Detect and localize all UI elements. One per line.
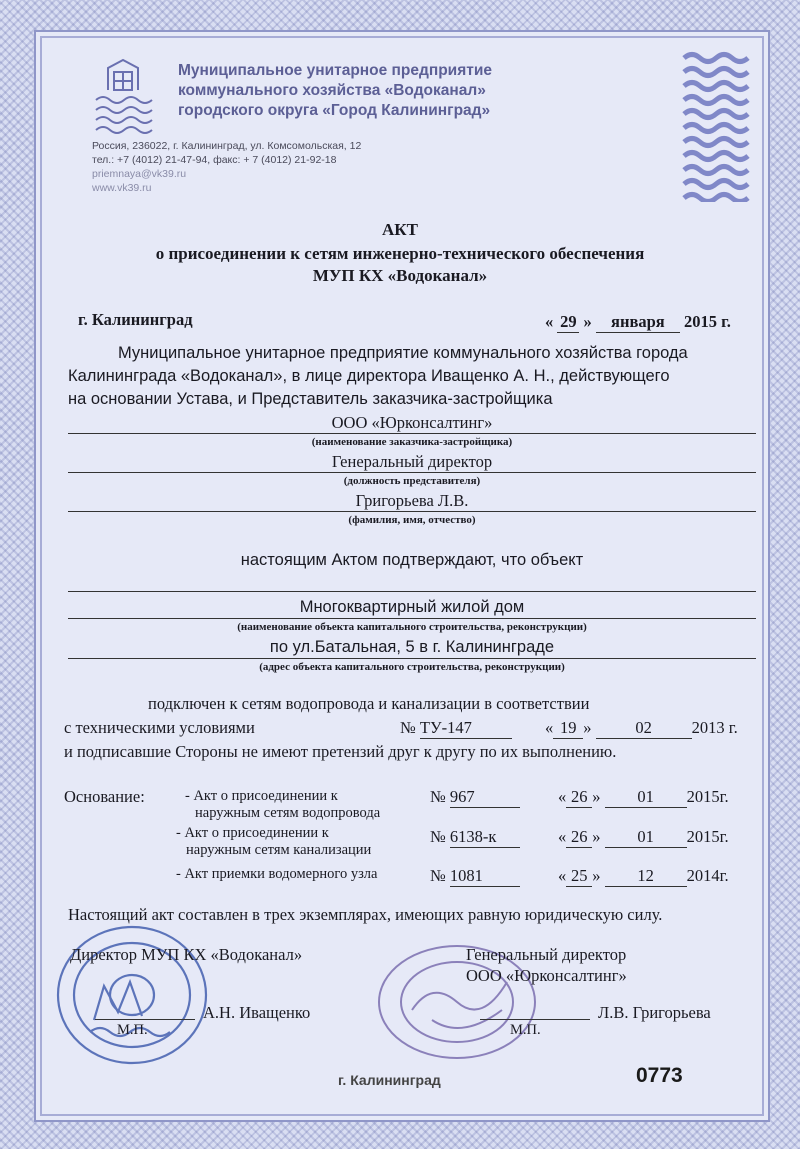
contact-website: www.vk39.ru <box>92 182 152 194</box>
basis-label: Основание: <box>64 787 145 806</box>
tu-day: 19 <box>553 718 583 739</box>
basis-item-2-year: 2015г. <box>686 827 729 846</box>
object-caption: (наименование объекта капитального строительства, реконструкции) <box>237 621 587 633</box>
left-signer-title: Директор МУП КХ «Водоканал» <box>70 945 303 964</box>
vodokanal-seal-icon <box>52 920 212 1070</box>
date-month: января <box>596 312 680 333</box>
intro-line-2: Калининграда «Водоканал», в лице директора Иващенко А. Н., действующего <box>68 367 670 385</box>
left-mp: М.П. <box>117 1022 148 1038</box>
act-title: АКТ <box>382 220 418 239</box>
confirm-text: настоящим Актом подтверждают, что объект <box>240 551 584 569</box>
right-mp: М.П. <box>510 1022 541 1038</box>
contact-phone: тел.: +7 (4012) 21-47-94, факс: + 7 (4012) 21-92-18 <box>92 154 337 166</box>
basis-item-1-number: 967 <box>450 787 520 808</box>
object-underline <box>68 618 756 619</box>
tu-month: 02 <box>596 718 692 739</box>
position-underline <box>68 472 756 473</box>
contact-address: Россия, 236022, г. Калининград, ул. Комсомольская, 12 <box>92 140 362 152</box>
tu-number: ТУ-147 <box>420 718 512 739</box>
date-day: 29 <box>557 312 579 333</box>
act-org: МУП КХ «Водоканал» <box>312 266 488 285</box>
date-close-quote: » <box>583 312 592 331</box>
copies-text: Настоящий акт составлен в трех экземплярах, имеющих равную юридическую силу. <box>68 905 663 924</box>
address-value: по ул.Батальная, 5 в г. Калининграде <box>269 638 555 656</box>
connection-prefix: с техническими условиями <box>64 718 255 737</box>
basis-item-3-year: 2014г. <box>686 866 729 885</box>
right-signer-title-1: Генеральный директор <box>466 945 627 964</box>
tu-date: « 19 » 02 2013 г. <box>545 718 738 737</box>
basis-item-2-date: « 26 » 01 2015г. <box>558 827 729 846</box>
city: г. Калининград <box>78 310 193 329</box>
position-caption: (должность представителя) <box>343 475 481 487</box>
basis-item-1-no: № 967 <box>430 787 520 808</box>
connection-line-3: и подписавшие Стороны не имеют претензий друг к другу по их выполнению. <box>64 742 617 761</box>
org-line-3: городского округа «Город Калининград» <box>178 102 491 119</box>
customer-underline <box>68 433 756 434</box>
tu-year: 2013 г. <box>691 718 738 737</box>
right-signer-name: Л.В. Григорьева <box>598 1003 711 1022</box>
fio-value: Григорьева Л.В. <box>355 491 469 510</box>
basis-item-2-day: 26 <box>566 827 592 848</box>
intro-line-3: на основании Устава, и Представитель заказчика-застройщика <box>68 390 553 408</box>
basis-item-2-number: 6138-к <box>450 827 520 848</box>
contact-block <box>92 139 361 195</box>
address-caption: (адрес объекта капитального строительства, реконструкции) <box>259 661 565 673</box>
wave-decoration-icon <box>682 50 752 202</box>
basis-item-3-month: 12 <box>605 866 687 887</box>
basis-item-1 <box>185 788 380 822</box>
city-stamp: г. Калининград <box>338 1072 441 1088</box>
org-name <box>178 61 492 121</box>
basis-item-2-line-2: наружным сетям канализации <box>186 842 372 858</box>
fio-caption: (фамилия, имя, отчество) <box>348 514 476 526</box>
basis-item-1-date: « 26 » 01 2015г. <box>558 787 729 806</box>
address-underline <box>68 658 756 659</box>
right-signature-line <box>480 1019 590 1020</box>
basis-item-1-month: 01 <box>605 787 687 808</box>
serial-number: 0773 <box>636 1064 683 1087</box>
org-line-1: Муниципальное унитарное предприятие <box>178 62 492 79</box>
basis-item-2-month: 01 <box>605 827 687 848</box>
org-line-2: коммунального хозяйства «Водоканал» <box>178 82 486 99</box>
tu-no-sign: № <box>400 718 416 737</box>
vodokanal-logo-icon <box>92 58 154 140</box>
basis-item-3-no: № 1081 <box>430 866 520 887</box>
basis-item-2-no: № 6138-к <box>430 827 520 848</box>
act-subtitle: о присоединении к сетям инженерно-технического обеспечения <box>155 244 645 263</box>
basis-item-3-line-1: - Акт приемки водомерного узла <box>176 866 378 882</box>
blank-underline <box>68 591 756 592</box>
date-open-quote: « <box>545 312 554 331</box>
basis-item-1-line-2: наружным сетям водопровода <box>195 805 381 821</box>
basis-item-1-year: 2015г. <box>686 787 729 806</box>
right-signer-title-2: ООО «Юрконсалтинг» <box>466 966 627 985</box>
tu-reference <box>400 718 512 739</box>
customer-value: ООО «Юрконсалтинг» <box>331 413 493 432</box>
contact-email: priemnaya@vk39.ru <box>92 168 187 180</box>
basis-item-2-line-1: - Акт о присоединении к <box>176 825 329 841</box>
position-value: Генеральный директор <box>331 452 493 471</box>
fio-underline <box>68 511 756 512</box>
left-signer-name: А.Н. Иващенко <box>203 1003 311 1022</box>
act-date <box>545 312 731 333</box>
object-value: Многоквартирный жилой дом <box>299 598 525 616</box>
basis-item-3-day: 25 <box>566 866 592 887</box>
customer-caption: (наименование заказчика-застройщика) <box>311 436 513 448</box>
intro-line-1: Муниципальное унитарное предприятие коммунального хозяйства города <box>118 344 688 362</box>
date-year: 2015 г. <box>684 312 731 331</box>
basis-item-3-date: « 25 » 12 2014г. <box>558 866 729 885</box>
basis-item-3-number: 1081 <box>450 866 520 887</box>
basis-item-2 <box>176 825 371 859</box>
basis-item-1-day: 26 <box>566 787 592 808</box>
connection-line-1: подключен к сетям водопровода и канализации в соответствии <box>148 694 590 713</box>
left-signature-line <box>95 1019 195 1020</box>
basis-item-1-line-1: - Акт о присоединении к <box>185 788 338 804</box>
